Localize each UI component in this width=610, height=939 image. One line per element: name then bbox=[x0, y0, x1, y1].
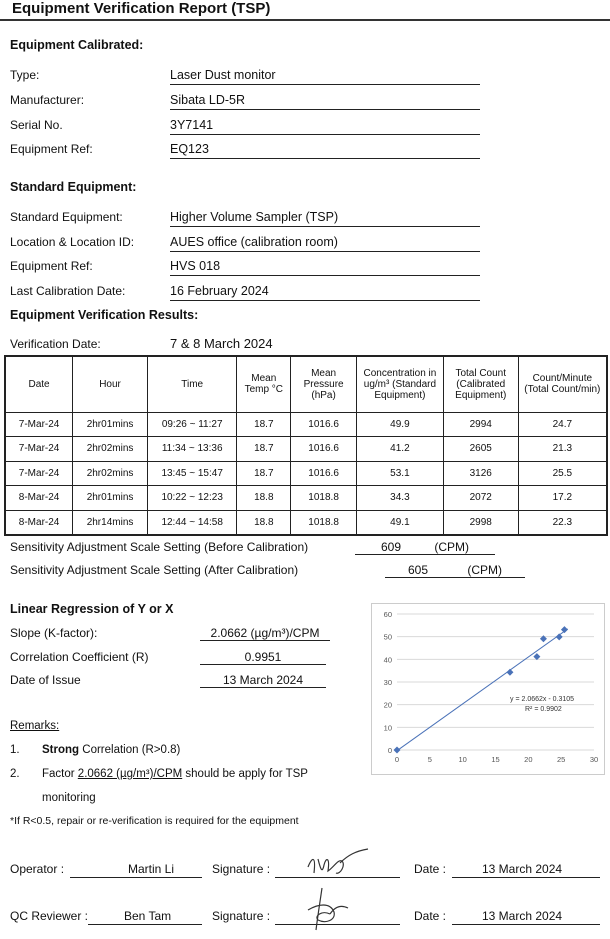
cell-concentration: 41.2 bbox=[357, 437, 444, 462]
cell-hour: 2hr01mins bbox=[73, 412, 148, 437]
remark-2-number: 2. bbox=[10, 768, 20, 780]
qc-date: 13 March 2024 bbox=[482, 909, 563, 923]
x-tick-label: 10 bbox=[458, 755, 467, 764]
table-header-row bbox=[5, 356, 607, 412]
cell-time: 10:22 ~ 12:23 bbox=[147, 486, 236, 511]
sensitivity-after-unit: (CPM) bbox=[467, 563, 503, 577]
sensitivity-before-field bbox=[355, 540, 495, 555]
cell-total-count: 2994 bbox=[443, 412, 518, 437]
col-header-total-count: Total Count (Calibrated Equipment) bbox=[443, 356, 518, 412]
operator-date-label: Date : bbox=[414, 862, 447, 876]
remark-2-pre: Factor bbox=[42, 768, 75, 780]
serial-value: 3Y7141 bbox=[170, 118, 480, 135]
slope-label: Slope (K-factor): bbox=[10, 626, 98, 640]
operator-date: 13 March 2024 bbox=[482, 862, 563, 876]
standard-equipment-label: Standard Equipment: bbox=[10, 210, 123, 224]
equipment-ref-label: Equipment Ref: bbox=[10, 142, 93, 156]
data-point bbox=[556, 633, 563, 640]
qc-label: QC Reviewer : bbox=[10, 909, 89, 923]
cell-time: 13:45 ~ 15:47 bbox=[147, 461, 236, 486]
cell-hour: 2hr01mins bbox=[73, 486, 148, 511]
cell-temp: 18.7 bbox=[237, 412, 291, 437]
trendline bbox=[397, 629, 568, 751]
operator-name: Martin Li bbox=[128, 862, 175, 876]
x-tick-label: 20 bbox=[524, 755, 533, 764]
remarks-heading: Remarks: bbox=[10, 720, 60, 732]
regression-heading: Linear Regression of Y or X bbox=[10, 602, 174, 616]
standard-heading: Standard Equipment: bbox=[10, 180, 137, 194]
qc-name: Ben Tam bbox=[124, 909, 172, 923]
data-point bbox=[561, 626, 568, 633]
verification-date-label: Verification Date: bbox=[10, 337, 101, 351]
verification-table bbox=[4, 355, 608, 536]
cell-count-minute: 21.3 bbox=[518, 437, 607, 462]
cell-total-count: 2998 bbox=[443, 510, 518, 535]
location-label: Location & Location ID: bbox=[10, 235, 135, 249]
verification-date-value: 7 & 8 March 2024 bbox=[170, 336, 273, 351]
cell-count-minute: 22.3 bbox=[518, 510, 607, 535]
cell-hour: 2hr02mins bbox=[73, 437, 148, 462]
remark-2-line2: monitoring bbox=[42, 792, 96, 804]
col-header-date: Date bbox=[5, 356, 73, 412]
slope-value: 2.0662 (µg/m³)/CPM bbox=[200, 626, 330, 641]
cell-date: 7-Mar-24 bbox=[5, 412, 73, 437]
remarks-note: *If R<0.5, repair or re-verification is required for the equipment bbox=[10, 815, 299, 827]
cell-concentration: 34.3 bbox=[357, 486, 444, 511]
cell-hour: 2hr02mins bbox=[73, 461, 148, 486]
cell-pressure: 1018.8 bbox=[291, 486, 357, 511]
cell-time: 09:26 ~ 11:27 bbox=[147, 412, 236, 437]
data-point bbox=[506, 669, 513, 676]
y-tick-label: 10 bbox=[383, 723, 392, 733]
y-tick-label: 60 bbox=[383, 610, 392, 619]
cell-pressure: 1016.6 bbox=[291, 437, 357, 462]
qc-signature-label: Signature : bbox=[212, 909, 271, 923]
location-value: AUES office (calibration room) bbox=[170, 235, 480, 252]
r-squared-label: R² = 0.9902 bbox=[525, 706, 562, 713]
operator-label: Operator : bbox=[10, 862, 65, 876]
standard-ref-value: HVS 018 bbox=[170, 259, 480, 276]
col-header-time: Time bbox=[147, 356, 236, 412]
report-title: Equipment Verification Report (TSP) bbox=[12, 0, 271, 17]
cell-date: 7-Mar-24 bbox=[5, 461, 73, 486]
sensitivity-after-value: 605 bbox=[407, 563, 428, 577]
col-header-concentration: Concentration in ug/m³ (Standard Equipment) bbox=[357, 356, 444, 412]
cell-count-minute: 25.5 bbox=[518, 461, 607, 486]
cell-temp: 18.7 bbox=[237, 437, 291, 462]
last-calibration-value: 16 February 2024 bbox=[170, 284, 480, 301]
operator-signature bbox=[290, 845, 380, 885]
sensitivity-before-value: 609 bbox=[380, 540, 401, 554]
remark-1-strong: Strong bbox=[42, 744, 80, 756]
regression-chart-svg bbox=[372, 604, 604, 774]
sensitivity-after-field bbox=[385, 563, 525, 578]
standard-ref-label: Equipment Ref: bbox=[10, 259, 93, 273]
y-tick-label: 40 bbox=[383, 655, 392, 665]
cell-pressure: 1018.8 bbox=[291, 510, 357, 535]
cell-temp: 18.8 bbox=[237, 510, 291, 535]
cell-total-count: 3126 bbox=[443, 461, 518, 486]
cell-count-minute: 17.2 bbox=[518, 486, 607, 511]
manufacturer-value: Sibata LD-5R bbox=[170, 93, 480, 110]
x-tick-label: 30 bbox=[589, 755, 599, 764]
cell-concentration: 49.1 bbox=[357, 510, 444, 535]
cell-pressure: 1016.6 bbox=[291, 412, 357, 437]
data-point bbox=[394, 747, 401, 754]
col-header-pressure: Mean Pressure (hPa) bbox=[291, 356, 357, 412]
serial-label: Serial No. bbox=[10, 118, 63, 132]
cell-concentration: 49.9 bbox=[357, 412, 444, 437]
cell-total-count: 2605 bbox=[443, 437, 518, 462]
calibrated-heading: Equipment Calibrated: bbox=[10, 38, 144, 52]
standard-equipment-value: Higher Volume Sampler (TSP) bbox=[170, 210, 480, 227]
remark-1 bbox=[42, 744, 180, 756]
title-divider bbox=[0, 19, 610, 21]
y-tick-label: 30 bbox=[383, 678, 392, 687]
type-label: Type: bbox=[10, 68, 40, 82]
type-value: Laser Dust monitor bbox=[170, 68, 480, 85]
last-calibration-label: Last Calibration Date: bbox=[10, 284, 126, 298]
table-row bbox=[5, 412, 607, 437]
remark-2-post: should be apply for TSP bbox=[185, 768, 308, 780]
table-row bbox=[5, 461, 607, 486]
sensitivity-after-label: Sensitivity Adjustment Scale Setting (After Calibration) bbox=[10, 563, 299, 577]
cell-pressure: 1016.6 bbox=[291, 461, 357, 486]
cell-temp: 18.8 bbox=[237, 486, 291, 511]
cell-date: 8-Mar-24 bbox=[5, 510, 73, 535]
y-tick-label: 0 bbox=[387, 746, 392, 755]
sensitivity-before-label: Sensitivity Adjustment Scale Setting (Before Calibration) bbox=[10, 540, 309, 554]
qc-date-label: Date : bbox=[414, 909, 447, 923]
col-header-temp: Mean Temp °C bbox=[237, 356, 291, 412]
equipment-ref-value: EQ123 bbox=[170, 142, 480, 159]
cell-count-minute: 24.7 bbox=[518, 412, 607, 437]
issue-date-label: Date of Issue bbox=[10, 673, 81, 687]
remark-2-value: 2.0662 (µg/m³)/CPM bbox=[77, 768, 183, 780]
issue-date-value: 13 March 2024 bbox=[200, 673, 326, 688]
x-tick-label: 25 bbox=[556, 755, 566, 764]
remark-2 bbox=[42, 768, 308, 780]
cell-temp: 18.7 bbox=[237, 461, 291, 486]
y-tick-label: 20 bbox=[383, 700, 392, 710]
cell-time: 11:34 ~ 13:36 bbox=[147, 437, 236, 462]
table-row bbox=[5, 437, 607, 462]
cell-total-count: 2072 bbox=[443, 486, 518, 511]
cell-hour: 2hr14mins bbox=[73, 510, 148, 535]
correlation-value: 0.9951 bbox=[200, 650, 326, 665]
regression-chart bbox=[371, 603, 605, 775]
cell-concentration: 53.1 bbox=[357, 461, 444, 486]
operator-signature-label: Signature : bbox=[212, 862, 271, 876]
col-header-count-minute: Count/Minute (Total Count/min) bbox=[518, 356, 607, 412]
cell-time: 12:44 ~ 14:58 bbox=[147, 510, 236, 535]
remark-1-number: 1. bbox=[10, 744, 20, 756]
results-heading: Equipment Verification Results: bbox=[10, 308, 199, 322]
table-row bbox=[5, 510, 607, 535]
x-tick-label: 0 bbox=[394, 755, 400, 764]
y-tick-label: 50 bbox=[383, 632, 392, 642]
cell-date: 8-Mar-24 bbox=[5, 486, 73, 511]
table-row bbox=[5, 486, 607, 511]
remark-1-text: Correlation (R>0.8) bbox=[82, 744, 181, 756]
x-tick-label: 15 bbox=[491, 755, 500, 764]
qc-signature bbox=[300, 884, 370, 936]
manufacturer-label: Manufacturer: bbox=[10, 93, 85, 107]
correlation-label: Correlation Coefficient (R) bbox=[10, 650, 149, 664]
x-tick-label: 5 bbox=[427, 755, 432, 764]
cell-date: 7-Mar-24 bbox=[5, 437, 73, 462]
sensitivity-before-unit: (CPM) bbox=[434, 540, 470, 554]
trendline-equation: y = 2.0662x - 0.3105 bbox=[510, 696, 575, 703]
col-header-hour: Hour bbox=[73, 356, 148, 412]
